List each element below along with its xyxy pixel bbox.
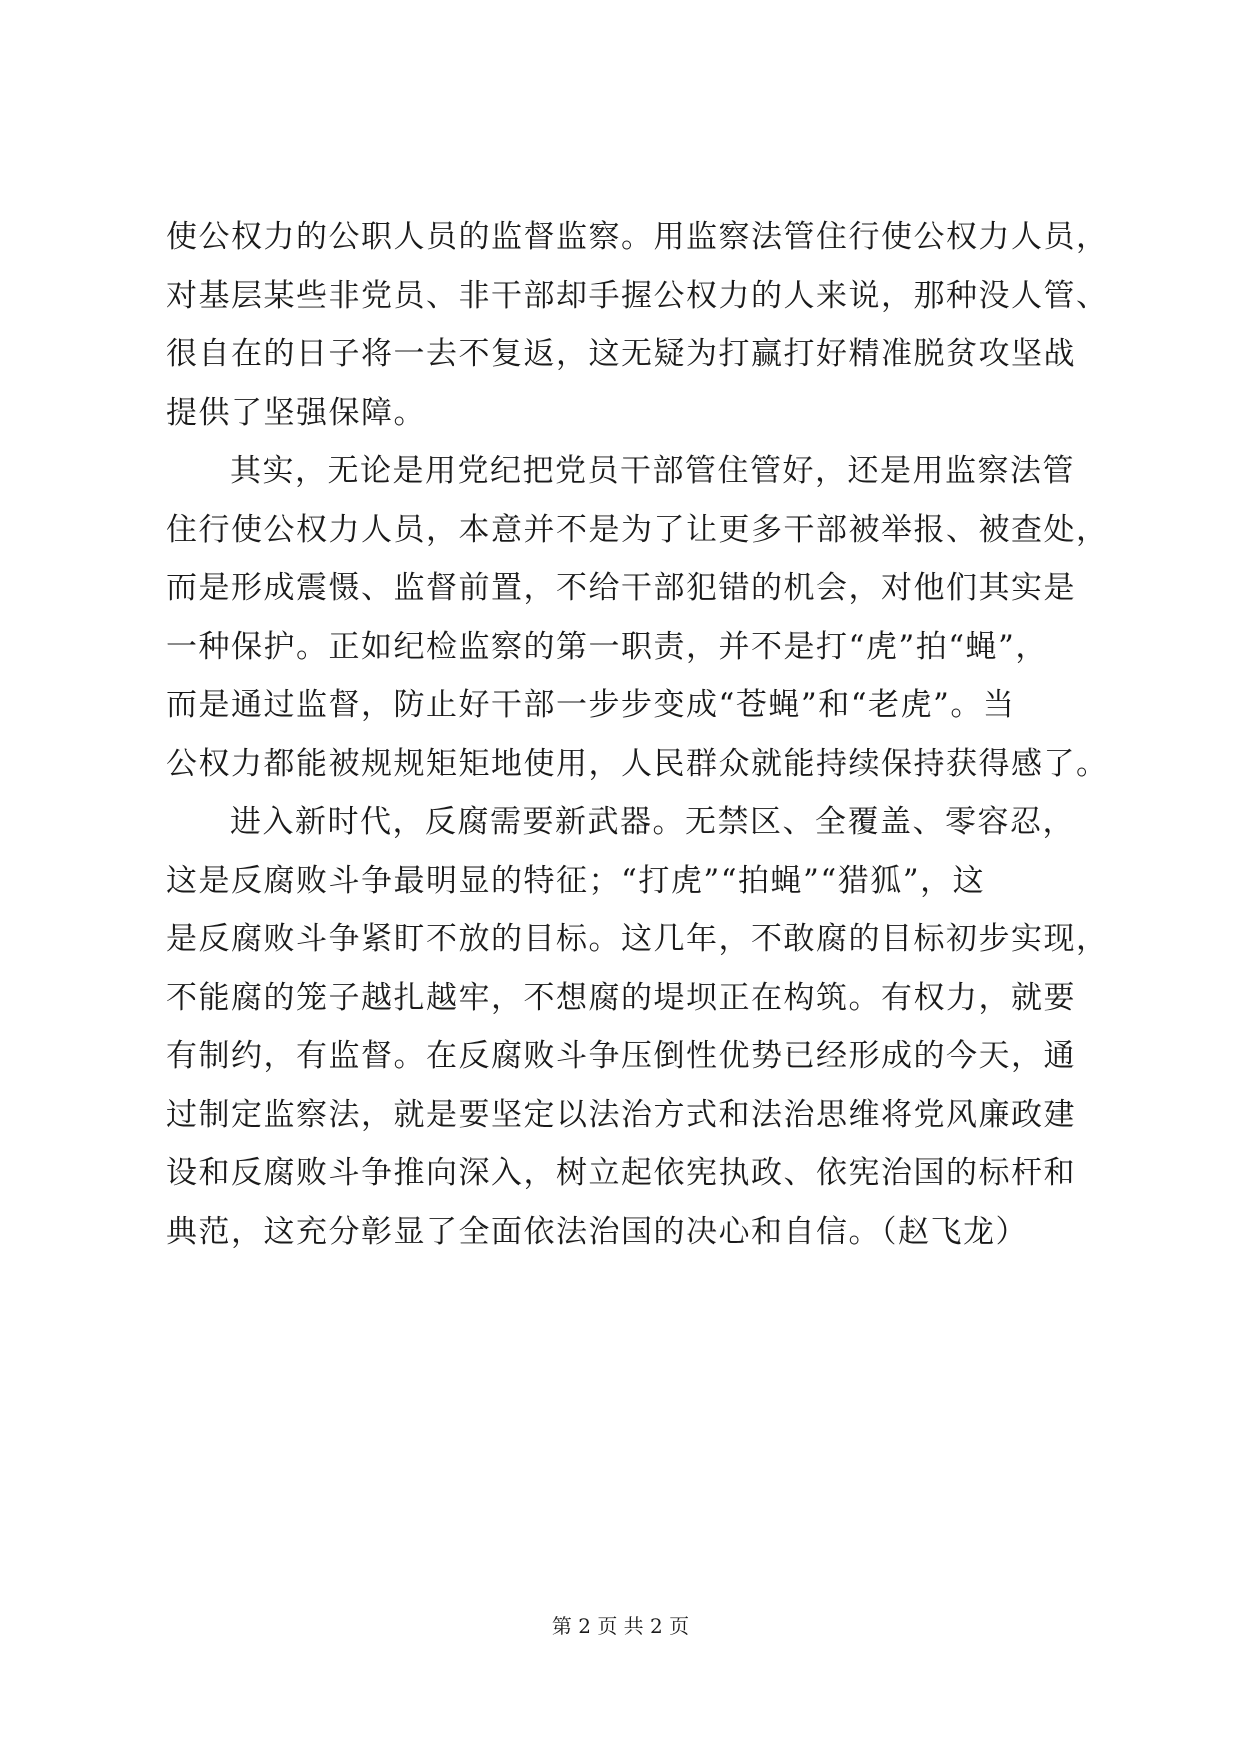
paragraph-2	[166, 442, 1126, 793]
text-line: 这是反腐败斗争最明显的特征；“打虎”“拍蝇”“猎狐”，这	[166, 862, 986, 899]
paragraph-1	[166, 208, 1126, 442]
text-line: 提供了坚强保障。	[166, 394, 426, 431]
text-line: 设和反腐败斗争推向深入，树立起依宪执政、依宪治国的标杆和	[166, 1155, 1076, 1191]
text-line: 住行使公权力人员，本意并不是为了让更多干部被举报、被查处，	[166, 511, 1109, 548]
page-footer: 第 2 页 共 2 页	[551, 1614, 690, 1638]
text-line: 公权力都能被规规矩矩地使用，人民群众就能持续保持获得感了。	[166, 745, 1109, 782]
text-line: 不能腐的笼子越扎越牢，不想腐的堤坝正在构筑。有权力，就要	[166, 979, 1076, 1016]
text-line: 而是形成震慑、监督前置，不给干部犯错的机会，对他们其实是	[166, 570, 1076, 606]
text-line: 进入新时代，反腐需要新武器。无禁区、全覆盖、零容忍，	[230, 804, 1075, 840]
text-line: 其实，无论是用党纪把党员干部管住管好，还是用监察法管	[230, 453, 1075, 489]
text-line: 很自在的日子将一去不复返，这无疑为打赢打好精准脱贫攻坚战	[166, 336, 1076, 372]
text-line: 而是通过监督，防止好干部一步步变成“苍蝇”和“老虎”。当	[166, 687, 1016, 723]
text-line: 使公权力的公职人员的监督监察。用监察法管住行使公权力人员，	[166, 219, 1109, 255]
body-text	[166, 208, 1126, 1261]
text-line: 典范，这充分彰显了全面依法治国的决心和自信。（赵飞龙）	[166, 1213, 1028, 1250]
text-line: 有制约，有监督。在反腐败斗争压倒性优势已经形成的今天，通	[166, 1038, 1076, 1074]
text-line: 对基层某些非党员、非干部却手握公权力的人来说，那种没人管、	[166, 277, 1109, 314]
text-line: 过制定监察法，就是要坚定以法治方式和法治思维将党风廉政建	[166, 1096, 1076, 1133]
text-line: 是反腐败斗争紧盯不放的目标。这几年，不敢腐的目标初步实现，	[166, 921, 1109, 957]
text-line: 一种保护。正如纪检监察的第一职责，并不是打“虎”拍“蝇”，	[166, 628, 1048, 665]
paragraph-3	[166, 793, 1126, 1261]
